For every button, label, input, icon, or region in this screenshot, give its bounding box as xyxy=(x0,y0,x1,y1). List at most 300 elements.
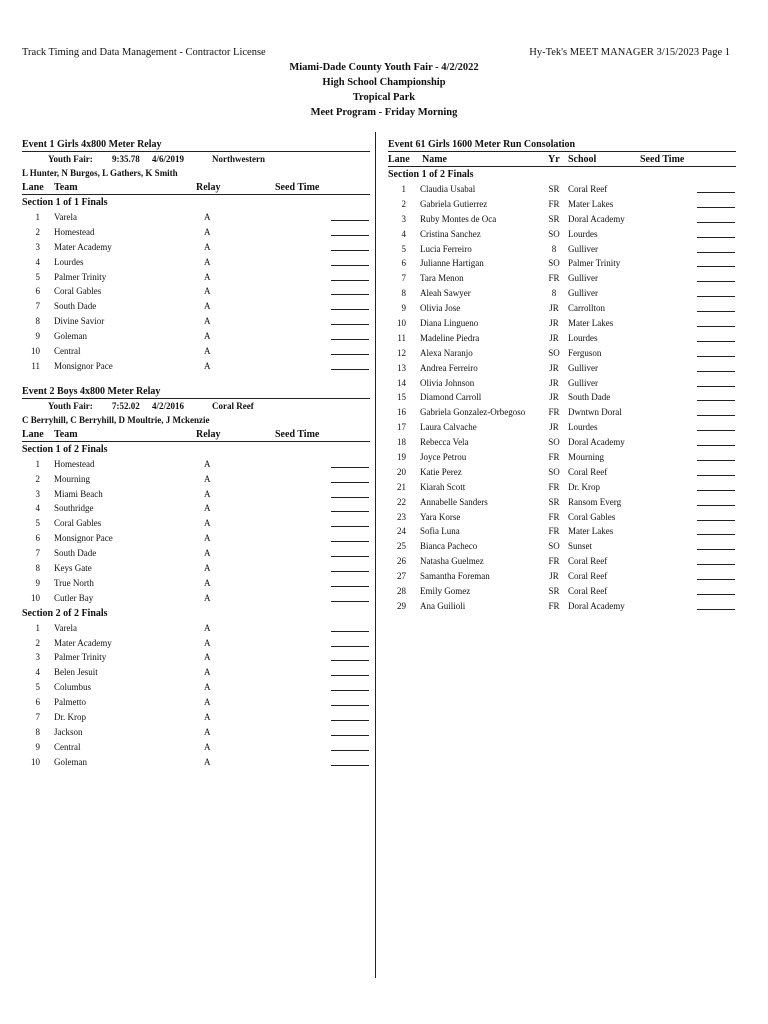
school-name: Gulliver xyxy=(568,273,598,284)
seed-time-blank xyxy=(331,346,369,355)
athlete-name: Ana Guilioli xyxy=(420,600,466,611)
seed-time-blank xyxy=(331,638,369,647)
team-name: Varela xyxy=(54,622,77,633)
seed-time-blank xyxy=(331,459,369,468)
col-seed-time: Seed Time xyxy=(275,182,320,193)
athlete-name: Yara Korse xyxy=(420,511,461,522)
team-name: Lourdes xyxy=(54,256,84,267)
relay-letter: A xyxy=(204,652,211,663)
seed-time-blank xyxy=(697,601,735,610)
relay-letter: A xyxy=(204,697,211,708)
relay-letter: A xyxy=(204,577,211,588)
athlete-name: Kiarah Scott xyxy=(420,481,466,492)
table-row xyxy=(22,457,370,472)
event-title: Event 2 Boys 4x800 Meter Relay xyxy=(22,384,370,399)
school-name: Coral Gables xyxy=(568,511,616,522)
table-row xyxy=(22,621,370,636)
lane-number: 9 xyxy=(35,577,40,588)
lane-number: 5 xyxy=(35,682,40,693)
seed-time-blank xyxy=(331,489,369,498)
section-heading: Section 2 of 2 Finals xyxy=(22,607,108,619)
seed-time-blank xyxy=(697,526,735,535)
athlete-year: JR xyxy=(549,571,559,582)
relay-letter: A xyxy=(204,458,211,469)
team-name: Goleman xyxy=(54,756,87,767)
school-name: Doral Academy xyxy=(568,213,625,224)
record-time: 7:52.02 xyxy=(112,400,140,411)
team-name: Belen Jesuit xyxy=(54,667,98,678)
lane-number: 7 xyxy=(35,712,40,723)
athlete-name: Sofia Luna xyxy=(420,526,460,537)
table-row xyxy=(22,314,370,329)
athlete-name: Olivia Johnson xyxy=(420,377,475,388)
athlete-year: SO xyxy=(548,437,560,448)
lane-number: 5 xyxy=(35,271,40,282)
team-name: Columbus xyxy=(54,682,92,693)
seed-time-blank xyxy=(697,318,735,327)
table-row xyxy=(22,240,370,255)
school-name: Coral Reef xyxy=(568,556,608,567)
table-row xyxy=(22,576,370,591)
team-name: Goleman xyxy=(54,331,87,342)
record-date: 4/6/2019 xyxy=(152,154,185,164)
meet-title: Miami-Dade County Youth Fair - 4/2/2022 xyxy=(289,62,479,73)
team-name: Palmer Trinity xyxy=(54,652,107,663)
table-row xyxy=(22,665,370,680)
record-names: C Berryhill, C Berryhill, D Moultrie, J Mckenzie xyxy=(22,414,210,425)
lane-number: 21 xyxy=(397,481,406,492)
table-row xyxy=(388,435,736,450)
table-row xyxy=(22,561,370,576)
relay-letter: A xyxy=(204,518,211,529)
team-name: Monsignor Pace xyxy=(54,360,113,371)
lane-number: 17 xyxy=(397,422,406,433)
lane-number: 5 xyxy=(401,243,406,254)
seed-time-blank xyxy=(697,571,735,580)
table-row xyxy=(388,599,736,614)
table-row xyxy=(388,182,736,197)
table-row xyxy=(388,420,736,435)
record-team: Coral Reef xyxy=(212,400,254,411)
seed-time-blank xyxy=(331,623,369,632)
athlete-year: JR xyxy=(549,377,559,388)
table-row xyxy=(22,680,370,695)
school-name: Palmer Trinity xyxy=(568,258,621,269)
right-column xyxy=(388,137,736,614)
athlete-year: FR xyxy=(548,511,560,522)
relay-letter: A xyxy=(204,360,211,371)
lane-number: 2 xyxy=(401,198,406,209)
school-name: Sunset xyxy=(568,541,593,552)
license-header: Track Timing and Data Management - Contractor License xyxy=(22,47,266,58)
school-name: Dr. Krop xyxy=(568,481,600,492)
seed-time-blank xyxy=(331,331,369,340)
meet-titles xyxy=(0,60,768,120)
school-name: Dwntwn Doral xyxy=(568,407,622,418)
seed-time-blank xyxy=(697,378,735,387)
lane-number: 9 xyxy=(35,741,40,752)
table-row xyxy=(388,376,736,391)
table-row xyxy=(388,584,736,599)
table-row xyxy=(388,554,736,569)
school-name: Gulliver xyxy=(568,377,598,388)
athlete-year: JR xyxy=(549,422,559,433)
table-row xyxy=(22,546,370,561)
table-row xyxy=(22,636,370,651)
lane-number: 27 xyxy=(397,571,406,582)
relay-letter: A xyxy=(204,212,211,222)
table-row xyxy=(22,695,370,710)
table-row xyxy=(388,301,736,316)
entry-list xyxy=(388,182,736,614)
table-row xyxy=(22,210,370,225)
athlete-name: Cristina Sanchez xyxy=(420,228,481,239)
athlete-year: SR xyxy=(548,184,560,194)
table-row xyxy=(388,524,736,539)
school-name: Mourning xyxy=(568,452,604,463)
seed-time-blank xyxy=(697,244,735,253)
school-name: Doral Academy xyxy=(568,437,625,448)
lane-number: 3 xyxy=(35,652,40,663)
table-row xyxy=(388,256,736,271)
athlete-year: FR xyxy=(548,273,560,284)
team-name: Keys Gate xyxy=(54,563,92,574)
seed-time-blank xyxy=(331,667,369,676)
seed-time-blank xyxy=(697,512,735,521)
table-row xyxy=(22,255,370,270)
table-row xyxy=(22,284,370,299)
school-name: Mater Lakes xyxy=(568,198,614,209)
seed-time-blank xyxy=(697,586,735,595)
lane-number: 13 xyxy=(397,362,406,373)
column-divider xyxy=(375,132,376,978)
team-name: Divine Savior xyxy=(54,316,105,327)
table-row xyxy=(388,361,736,376)
column-header xyxy=(22,180,370,195)
relay-letter: A xyxy=(204,316,211,327)
relay-letter: A xyxy=(204,592,211,603)
event-2 xyxy=(22,384,370,770)
table-row xyxy=(388,212,736,227)
lane-number: 6 xyxy=(35,697,40,708)
seed-time-blank xyxy=(697,288,735,297)
team-name: True North xyxy=(54,577,94,588)
seed-time-blank xyxy=(697,556,735,565)
table-row xyxy=(388,569,736,584)
team-name: Central xyxy=(54,741,81,752)
athlete-year: JR xyxy=(549,362,559,373)
col-yr: Yr xyxy=(548,154,560,165)
meet-venue: Tropical Park xyxy=(352,92,416,103)
lane-number: 2 xyxy=(35,226,40,237)
school-name: Carrollton xyxy=(568,303,605,314)
section-heading: Section 1 of 2 Finals xyxy=(22,443,108,455)
table-row xyxy=(22,501,370,516)
seed-time-blank xyxy=(331,272,369,281)
table-row xyxy=(22,344,370,359)
table-row xyxy=(22,755,370,770)
school-name: Gulliver xyxy=(568,243,598,254)
spacer xyxy=(22,374,370,384)
col-lane: Lane xyxy=(388,154,410,165)
seed-time-blank xyxy=(331,652,369,661)
col-name: Name xyxy=(422,154,447,165)
table-row xyxy=(388,316,736,331)
table-row xyxy=(22,225,370,240)
event-61 xyxy=(388,137,736,614)
team-name: Homestead xyxy=(54,226,95,237)
athlete-year: JR xyxy=(549,332,559,343)
table-row xyxy=(22,650,370,665)
lane-number: 16 xyxy=(397,407,406,418)
athlete-name: Samantha Foreman xyxy=(420,571,490,582)
entry-list xyxy=(22,621,370,770)
school-name: Lourdes xyxy=(568,228,598,239)
lane-number: 11 xyxy=(31,360,40,371)
entry-list xyxy=(22,457,370,606)
lane-number: 10 xyxy=(31,592,40,603)
athlete-name: Olivia Jose xyxy=(420,303,461,314)
seed-time-blank xyxy=(697,541,735,550)
lane-number: 8 xyxy=(35,316,40,327)
school-name: Doral Academy xyxy=(568,600,625,611)
lane-number: 1 xyxy=(35,622,40,633)
record-label: Youth Fair: xyxy=(48,154,93,164)
school-name: Coral Reef xyxy=(568,571,608,582)
lane-number: 1 xyxy=(35,212,40,222)
seed-time-blank xyxy=(697,303,735,312)
seed-time-blank xyxy=(331,257,369,266)
lane-number: 7 xyxy=(401,273,406,284)
school-name: Coral Reef xyxy=(568,184,608,194)
seed-time-blank xyxy=(331,242,369,251)
athlete-year: 8 xyxy=(551,243,557,254)
col-lane: Lane xyxy=(22,182,44,193)
seed-time-blank xyxy=(331,212,369,221)
lane-number: 3 xyxy=(35,488,40,499)
athlete-year: FR xyxy=(548,600,560,611)
lane-number: 11 xyxy=(397,332,406,343)
col-team: Team xyxy=(54,428,78,440)
seed-time-blank xyxy=(331,361,369,370)
athlete-name: Joyce Petrou xyxy=(420,452,467,463)
meet-manager-header: Hy-Tek's MEET MANAGER 3/15/2023 Page 1 xyxy=(529,47,730,58)
relay-letter: A xyxy=(204,346,211,357)
lane-number: 22 xyxy=(397,496,406,507)
relay-letter: A xyxy=(204,667,211,678)
relay-letter: A xyxy=(204,241,211,252)
team-name: Coral Gables xyxy=(54,286,102,297)
relay-letter: A xyxy=(204,301,211,312)
lane-number: 14 xyxy=(397,377,406,388)
lane-number: 25 xyxy=(397,541,406,552)
team-name: Miami Beach xyxy=(54,488,103,499)
table-row xyxy=(22,299,370,314)
athlete-year: FR xyxy=(548,407,560,418)
lane-number: 15 xyxy=(397,392,406,403)
lane-number: 5 xyxy=(35,518,40,529)
seed-time-blank xyxy=(697,482,735,491)
record-date: 4/2/2016 xyxy=(152,400,185,411)
meet-subtitle: High School Championship xyxy=(322,77,446,88)
team-name: Palmer Trinity xyxy=(54,271,107,282)
relay-letter: A xyxy=(204,682,211,693)
lane-number: 6 xyxy=(35,533,40,544)
athlete-name: Katie Perez xyxy=(420,466,462,477)
lane-number: 9 xyxy=(35,331,40,342)
section-heading: Section 1 of 2 Finals xyxy=(388,169,474,180)
table-row xyxy=(22,516,370,531)
event-1 xyxy=(22,137,370,374)
school-name: Coral Reef xyxy=(568,466,608,477)
seed-time-blank xyxy=(697,437,735,446)
relay-letter: A xyxy=(204,533,211,544)
school-name: Gulliver xyxy=(568,288,598,299)
team-name: Jackson xyxy=(54,726,83,737)
lane-number: 1 xyxy=(401,184,406,194)
athlete-name: Natasha Guelmez xyxy=(420,556,484,567)
team-name: Varela xyxy=(54,212,77,222)
seed-time-blank xyxy=(331,474,369,483)
athlete-name: Aleah Sawyer xyxy=(420,288,471,299)
table-row xyxy=(388,346,736,361)
record-team: Northwestern xyxy=(212,154,265,164)
athlete-year: JR xyxy=(549,392,559,403)
lane-number: 4 xyxy=(35,667,40,678)
team-name: Palmetto xyxy=(54,697,86,708)
seed-time-blank xyxy=(697,497,735,506)
col-seed-time: Seed Time xyxy=(275,428,320,440)
lane-number: 4 xyxy=(35,503,40,514)
seed-time-blank xyxy=(331,548,369,557)
lane-number: 18 xyxy=(397,437,406,448)
athlete-name: Bianca Pacheco xyxy=(420,541,478,552)
table-row xyxy=(22,487,370,502)
seed-time-blank xyxy=(331,533,369,542)
lane-number: 10 xyxy=(31,756,40,767)
athlete-year: SO xyxy=(548,228,560,239)
col-relay: Relay xyxy=(196,182,221,193)
event-title: Event 61 Girls 1600 Meter Run Consolation xyxy=(388,137,736,152)
table-row xyxy=(22,725,370,740)
relay-letter: A xyxy=(204,473,211,484)
team-name: Monsignor Pace xyxy=(54,533,113,544)
relay-letter: A xyxy=(204,286,211,297)
athlete-name: Diamond Carroll xyxy=(420,392,482,403)
athlete-name: Ruby Montes de Oca xyxy=(420,213,497,224)
athlete-name: Alexa Naranjo xyxy=(420,347,473,358)
table-row xyxy=(388,331,736,346)
table-row xyxy=(22,740,370,755)
seed-time-blank xyxy=(331,742,369,751)
school-name: Lourdes xyxy=(568,332,598,343)
relay-letter: A xyxy=(204,503,211,514)
seed-time-blank xyxy=(331,593,369,602)
seed-time-blank xyxy=(697,407,735,416)
relay-letter: A xyxy=(204,637,211,648)
team-name: South Dade xyxy=(54,301,97,312)
table-row xyxy=(388,539,736,554)
team-name: Dr. Krop xyxy=(54,712,86,723)
col-relay: Relay xyxy=(196,428,221,440)
lane-number: 6 xyxy=(35,286,40,297)
athlete-name: Laura Calvache xyxy=(420,422,477,433)
relay-letter: A xyxy=(204,548,211,559)
left-column xyxy=(22,137,370,770)
seed-time-blank xyxy=(697,273,735,282)
table-row xyxy=(388,197,736,212)
lane-number: 4 xyxy=(401,228,406,239)
seed-time-blank xyxy=(331,227,369,236)
athlete-year: JR xyxy=(549,303,559,314)
table-row xyxy=(388,495,736,510)
seed-time-blank xyxy=(697,199,735,208)
lane-number: 10 xyxy=(31,346,40,357)
seed-time-blank xyxy=(697,184,735,193)
record-names: L Hunter, N Burgos, L Gathers, K Smith xyxy=(22,168,178,178)
table-row xyxy=(388,450,736,465)
col-school: School xyxy=(568,154,597,165)
table-row xyxy=(388,286,736,301)
section-heading: Section 1 of 1 Finals xyxy=(22,197,108,208)
relay-letter: A xyxy=(204,256,211,267)
table-row xyxy=(388,242,736,257)
table-row xyxy=(22,270,370,285)
athlete-year: FR xyxy=(548,452,560,463)
athlete-name: Lucia Ferreiro xyxy=(420,243,472,254)
seed-time-blank xyxy=(331,697,369,706)
seed-time-blank xyxy=(697,214,735,223)
lane-number: 6 xyxy=(401,258,406,269)
team-name: Southridge xyxy=(54,503,94,514)
seed-time-blank xyxy=(331,727,369,736)
athlete-name: Gabriela Gutierrez xyxy=(420,198,488,209)
lane-number: 28 xyxy=(397,586,406,597)
relay-letter: A xyxy=(204,271,211,282)
athlete-year: SR xyxy=(548,496,560,507)
col-seed-time: Seed Time xyxy=(640,154,685,165)
lane-number: 12 xyxy=(397,347,406,358)
table-row xyxy=(22,329,370,344)
athlete-name: Diana Lingueno xyxy=(420,318,479,329)
team-name: Cutler Bay xyxy=(54,592,94,603)
relay-letter: A xyxy=(204,741,211,752)
lane-number: 20 xyxy=(397,466,406,477)
relay-letter: A xyxy=(204,488,211,499)
athlete-name: Rebecca Vela xyxy=(420,437,469,448)
lane-number: 8 xyxy=(35,726,40,737)
lane-number: 2 xyxy=(35,473,40,484)
relay-letter: A xyxy=(204,712,211,723)
athlete-year: FR xyxy=(548,481,560,492)
relay-letter: A xyxy=(204,622,211,633)
seed-time-blank xyxy=(331,578,369,587)
column-header xyxy=(22,427,370,442)
seed-time-blank xyxy=(331,286,369,295)
lane-number: 4 xyxy=(35,256,40,267)
table-row xyxy=(22,472,370,487)
col-lane: Lane xyxy=(22,428,44,440)
seed-time-blank xyxy=(697,229,735,238)
seed-time-blank xyxy=(331,563,369,572)
athlete-name: Claudia Usabal xyxy=(420,184,476,194)
event-title: Event 1 Girls 4x800 Meter Relay xyxy=(22,137,370,152)
table-row xyxy=(22,591,370,606)
entry-list xyxy=(22,210,370,374)
lane-number: 1 xyxy=(35,458,40,469)
relay-letter: A xyxy=(204,226,211,237)
lane-number: 29 xyxy=(397,600,406,611)
